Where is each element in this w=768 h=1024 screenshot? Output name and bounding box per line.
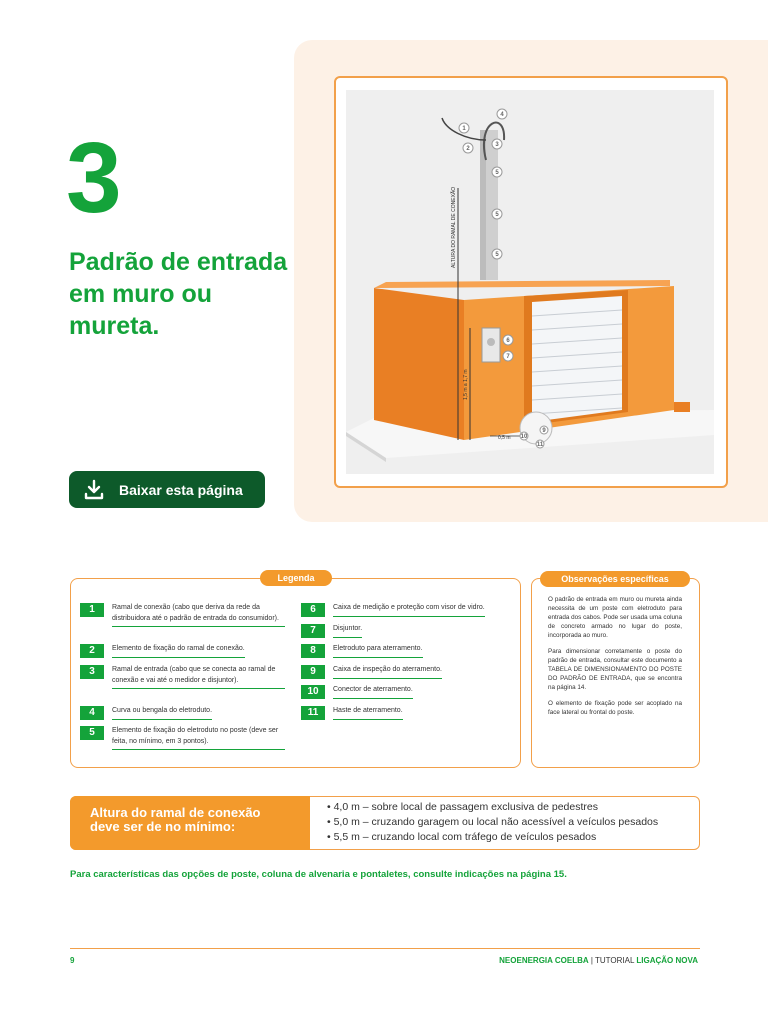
legend-text: Elemento de fixação do eletroduto no poste (deve ser feita, no mínimo, em 3 pontos).	[112, 726, 285, 750]
brand-name: NEOENERGIA COELBA	[499, 956, 589, 965]
legend-number: 1	[80, 603, 104, 617]
legend-number: 2	[80, 644, 104, 658]
legend-item	[80, 665, 285, 689]
download-button-label: Baixar esta página	[119, 481, 243, 498]
legend-item	[301, 685, 511, 699]
legend-number: 6	[301, 603, 325, 617]
marker-2: 2	[466, 146, 470, 152]
illustration-card	[334, 76, 728, 488]
legend-number: 4	[80, 706, 104, 720]
legend-item	[301, 644, 511, 658]
footer-divider	[70, 948, 700, 949]
legend-number: 8	[301, 644, 325, 658]
legend-number: 5	[80, 726, 104, 740]
download-page-button[interactable]	[69, 471, 265, 508]
legend-item	[301, 624, 511, 638]
download-icon	[69, 479, 119, 501]
marker-5a: 5	[495, 170, 499, 176]
distance-label: 0,5 m	[498, 435, 511, 441]
page-reference-note: Para características das opções de poste, coluna de alvenaria e pontaletes, consulte indicações na página 15.	[70, 869, 567, 880]
marker-9: 9	[542, 428, 546, 434]
requirement-list	[327, 800, 658, 845]
marker-5c: 5	[495, 252, 499, 258]
marker-6: 6	[506, 338, 510, 344]
legend-text: Disjuntor.	[333, 624, 362, 638]
wall-diagram	[346, 90, 714, 474]
observation-paragraph: O elemento de fixação pode ser acoplado na face lateral ou frontal do poste.	[548, 700, 682, 716]
legend-text: Caixa de medição e proteção com visor de vidro.	[333, 603, 485, 617]
legend-text: Eletroduto para aterramento.	[333, 644, 423, 658]
footer-brand	[499, 956, 698, 965]
legend-text: Curva ou bengala do eletroduto.	[112, 706, 212, 720]
observation-paragraph: Para dimensionar corretamente o poste do padrão de entrada, consultar este documento a TABELA DE DIMENSIONAMENTO DO POSTE DO PADRÃO DE ENTRADA, que se encontra na página 14.	[548, 648, 682, 691]
page-number: 9	[70, 956, 75, 965]
marker-7: 7	[506, 354, 510, 360]
requirement-item: • 4,0 m – sobre local de passagem exclusiva de pedestres	[327, 801, 598, 813]
product-name: LIGAÇÃO NOVA	[636, 956, 698, 965]
legend-item	[301, 706, 511, 720]
legend-number: 7	[301, 624, 325, 638]
marker-11: 11	[536, 442, 544, 448]
brand-separator: | TUTORIAL	[588, 956, 637, 965]
legend-text: Conector de aterramento.	[333, 685, 413, 699]
requirement-item: • 5,5 m – cruzando local com tráfego de veículos pesados	[327, 831, 597, 843]
marker-5b: 5	[495, 212, 499, 218]
legend-number: 11	[301, 706, 325, 720]
legend-item	[80, 706, 285, 720]
legend-text: Ramal de entrada (cabo que se conecta ao ramal de conexão e vai até o medidor e disjuntor).	[112, 665, 285, 689]
legend-item	[301, 665, 511, 679]
requirement-item: • 5,0 m – cruzando garagem ou local não acessível a veículos pesados	[327, 816, 659, 828]
legend-item	[80, 603, 285, 627]
section-number: 3	[66, 122, 122, 234]
legend-item	[301, 603, 511, 617]
legend-item	[80, 644, 285, 658]
marker-10: 10	[520, 434, 528, 440]
legend-text: Ramal de conexão (cabo que deriva da rede da distribuidora até o padrão de entrada do consumidor).	[112, 603, 285, 627]
marker-1: 1	[462, 126, 466, 132]
observation-paragraph: O padrão de entrada em muro ou mureta ainda necessita de um poste com eletroduto para entrada dos cabos. Pode ser usada uma coluna de concreto armado no lugar do poste, incorporada ao muro.	[548, 596, 682, 639]
wall-illustration	[346, 90, 714, 474]
legend-title: Legenda	[260, 570, 332, 586]
marker-3: 3	[495, 142, 499, 148]
observations-text	[548, 595, 682, 724]
legend-text: Elemento de fixação do ramal de conexão.	[112, 644, 245, 658]
requirement-label: Altura do ramal de conexão deve ser de no mínimo:	[70, 796, 310, 850]
legend-text: Haste de aterramento.	[333, 706, 403, 720]
legend-text: Caixa de inspeção do aterramento.	[333, 665, 442, 679]
legend-number: 10	[301, 685, 325, 699]
connection-height-label: ALTURA DO RAMAL DE CONEXÃO	[451, 186, 457, 268]
observations-title: Observações específicas	[540, 571, 690, 587]
legend-item	[80, 726, 285, 750]
page-title: Padrão de entrada em muro ou mureta.	[69, 248, 288, 340]
meter-height-label: 1,5 m a 1,7 m	[463, 369, 469, 400]
marker-4: 4	[500, 112, 504, 118]
legend-number: 3	[80, 665, 104, 679]
legend-number: 9	[301, 665, 325, 679]
